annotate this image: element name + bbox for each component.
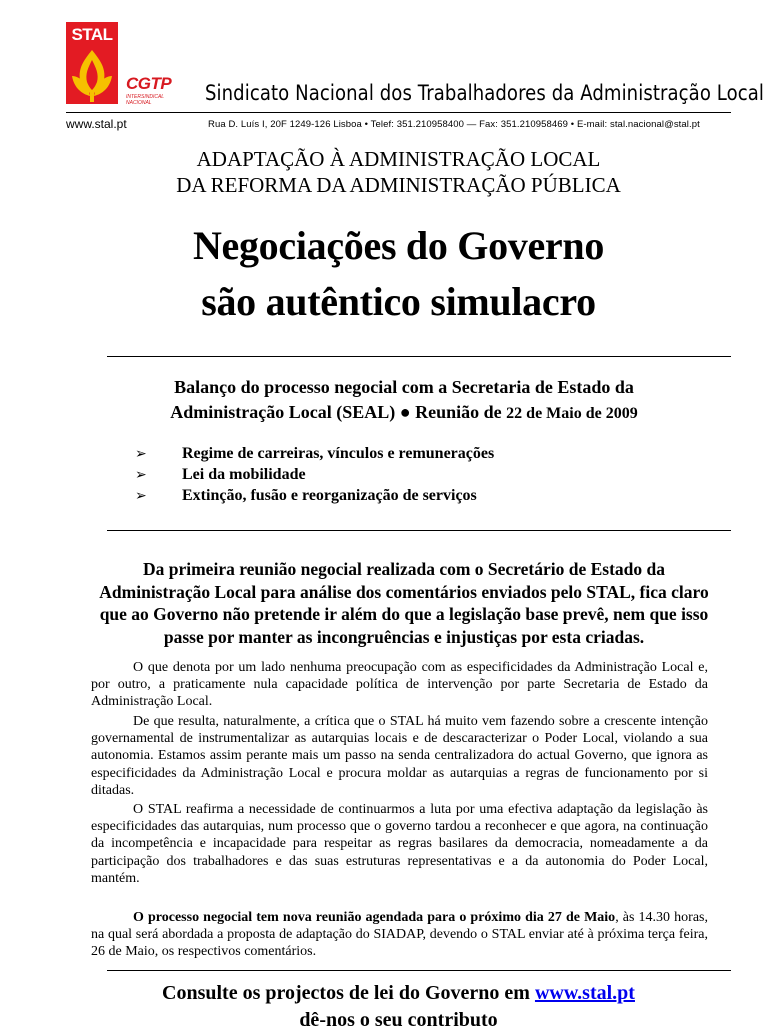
headline-line-1: Negociações do Governo (192, 223, 605, 268)
supertitle-line-2: DA REFORMA DA ADMINISTRAÇÃO PÚBLICA (176, 173, 621, 197)
bullet-dot-icon: ● (399, 402, 411, 422)
paragraph-text: O que denota por um lado nenhuma preocupação com as especificidades da Administração Local e, por outro, a praticamente nula capacidade política de intervenção por parte Secretaria de Estado da Administração Local. (91, 660, 708, 710)
summary-line-2-part-a: Administração Local (SEAL) (170, 402, 400, 422)
footer-divider (107, 970, 731, 971)
stal-logo (66, 22, 118, 104)
arrow-bullet-icon: ➢ (135, 468, 147, 483)
summary-line-2 (94, 402, 714, 423)
list-item-label: Regime de carreiras, vínculos e remunerações (182, 445, 495, 462)
organization-name: Sindicato Nacional dos Trabalhadores da Administração Local (205, 81, 765, 105)
summary-line-2-part-b: Reunião de (410, 402, 507, 422)
body-paragraph-3 (91, 801, 708, 887)
cgtp-logo (124, 74, 184, 106)
topics-list (135, 443, 494, 506)
next-meeting-highlight: O processo negocial tem nova reunião agendada para o próximo dia 27 de Maio (133, 910, 616, 925)
list-item (135, 443, 494, 464)
list-item-label: Lei da mobilidade (182, 466, 306, 483)
next-meeting-details: , às 14.30 horas, na qual será abordada a proposta de adaptação do SIADAP, devendo o STAL enviar até à próxima terça feira, 26 de Maio, os respectivos comentários. (91, 910, 708, 960)
section-divider (107, 356, 731, 357)
stal-logo-text: STAL (71, 25, 113, 44)
consult-text: Consulte os projectos de lei do Governo em (162, 982, 535, 1004)
body-paragraph-2 (91, 713, 708, 799)
header-website[interactable]: www.stal.pt (66, 117, 127, 131)
header-contact-info: Rua D. Luís I, 20F 1249-126 Lisboa • Telef: 351.210958400 — Fax: 351.210958469 • E-mail: stal.nacional@stal.pt (208, 119, 700, 130)
headline-line-2: são autêntico simulacro (201, 279, 596, 324)
section-divider (107, 530, 731, 531)
supertitle-line-1: ADAPTAÇÃO À ADMINISTRAÇÃO LOCAL (196, 147, 601, 171)
arrow-bullet-icon: ➢ (135, 447, 147, 462)
consult-line (66, 982, 731, 1005)
website-link[interactable]: www.stal.pt (534, 982, 635, 1004)
flame-leaf-icon (66, 46, 118, 104)
cgtp-logo-subtext: INTERSINDICAL NACIONAL (126, 94, 164, 106)
cgtp-logo-text: CGTP (126, 74, 172, 93)
body-paragraph-1 (91, 659, 708, 711)
paragraph-text: De que resulta, naturalmente, a crítica que o STAL há muito vem fazendo sobre a crescente intenção governamental de instrumentalizar as autarquias locais e de descaracterizar o Poder Local, violando a sua autonomia. Estamos assim perante mais um passo na senda centralizadora do actual Governo, que ignora as especificidades da Administração Local e procura moldar as autarquias a regras de funcionamento por si ditadas. (91, 714, 708, 798)
body-paragraph-4 (91, 909, 708, 961)
meeting-date: 22 de Maio de 2009 (506, 405, 638, 422)
arrow-bullet-icon: ➢ (135, 489, 147, 504)
list-item-label: Extinção, fusão e reorganização de serviços (182, 487, 477, 504)
lead-paragraph: Da primeira reunião negocial realizada com o Secretário de Estado da Administração Local para análise dos comentários enviados pelo STAL, fica claro que ao Governo não pretende ir além do que a legislação base prevê, nem que isso passe por manter as incongruências e injustiças por esta criadas. (99, 559, 709, 647)
list-item (135, 464, 494, 485)
paragraph-text: O STAL reafirma a necessidade de continuarmos a luta por uma efectiva adaptação da legislação às especificidades das autarquias, num processo que o governo tardou a reconhecer e que agora, na continuação da incompetência e incapacidade para respeitar as regras basilares da democracia, nomeadamente a da participação dos trabalhadores e das suas estruturas representativas e a da autonomia do Poder Local, mantém. (91, 802, 708, 886)
summary-line-1: Balanço do processo negocial com a Secretaria de Estado da (174, 377, 634, 397)
paragraph-text (91, 909, 708, 961)
contribute-line: dê-nos o seu contributo (299, 1009, 498, 1031)
list-item (135, 485, 494, 506)
header-divider (66, 112, 731, 113)
